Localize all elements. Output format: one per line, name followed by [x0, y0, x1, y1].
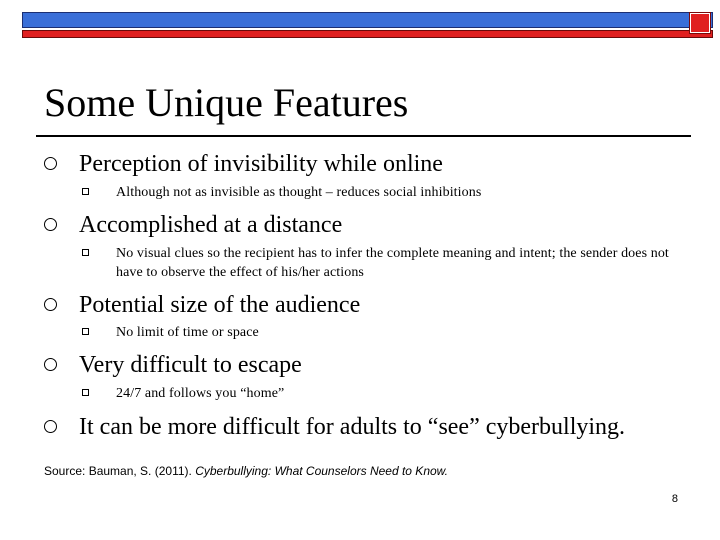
source-citation [44, 463, 448, 479]
sub-bullet-text: No limit of time or space [116, 325, 259, 340]
bullet-text: Perception of invisibility while online [79, 151, 443, 177]
bullet-text: Potential size of the audience [79, 292, 361, 318]
circle-bullet-icon [44, 157, 57, 170]
bullet-text: Very difficult to escape [79, 352, 302, 378]
header-square-outline [690, 13, 710, 33]
sub-bullet-text: 24/7 and follows you “home” [116, 386, 285, 401]
header-blue-bar [22, 12, 713, 28]
bullet-text: It can be more difficult for adults to “see” cyberbullying. [79, 414, 626, 440]
header-red-bar [22, 30, 713, 38]
source-prefix: Source: Bauman, S. (2011). [44, 464, 196, 478]
bullet-text: Accomplished at a distance [79, 212, 343, 238]
square-bullet-icon [82, 389, 89, 396]
circle-bullet-icon [44, 420, 57, 433]
sub-bullet-text: No visual clues so the recipient has to infer the complete meaning and intent; the sender does not have to observe the effect of his/her actions [116, 246, 669, 280]
circle-bullet-icon [44, 358, 57, 371]
circle-bullet-icon [44, 218, 57, 231]
circle-bullet-icon [44, 298, 57, 311]
square-bullet-icon [82, 188, 89, 195]
slide-title: Some Unique Features [44, 80, 409, 125]
square-bullet-icon [82, 249, 89, 256]
title-divider [36, 135, 691, 137]
square-bullet-icon [82, 328, 89, 335]
page-number: 8 [671, 493, 678, 505]
sub-bullet-text: Although not as invisible as thought – reduces social inhibitions [116, 185, 482, 200]
source-title: Cyberbullying: What Counselors Need to Know. [195, 464, 448, 478]
